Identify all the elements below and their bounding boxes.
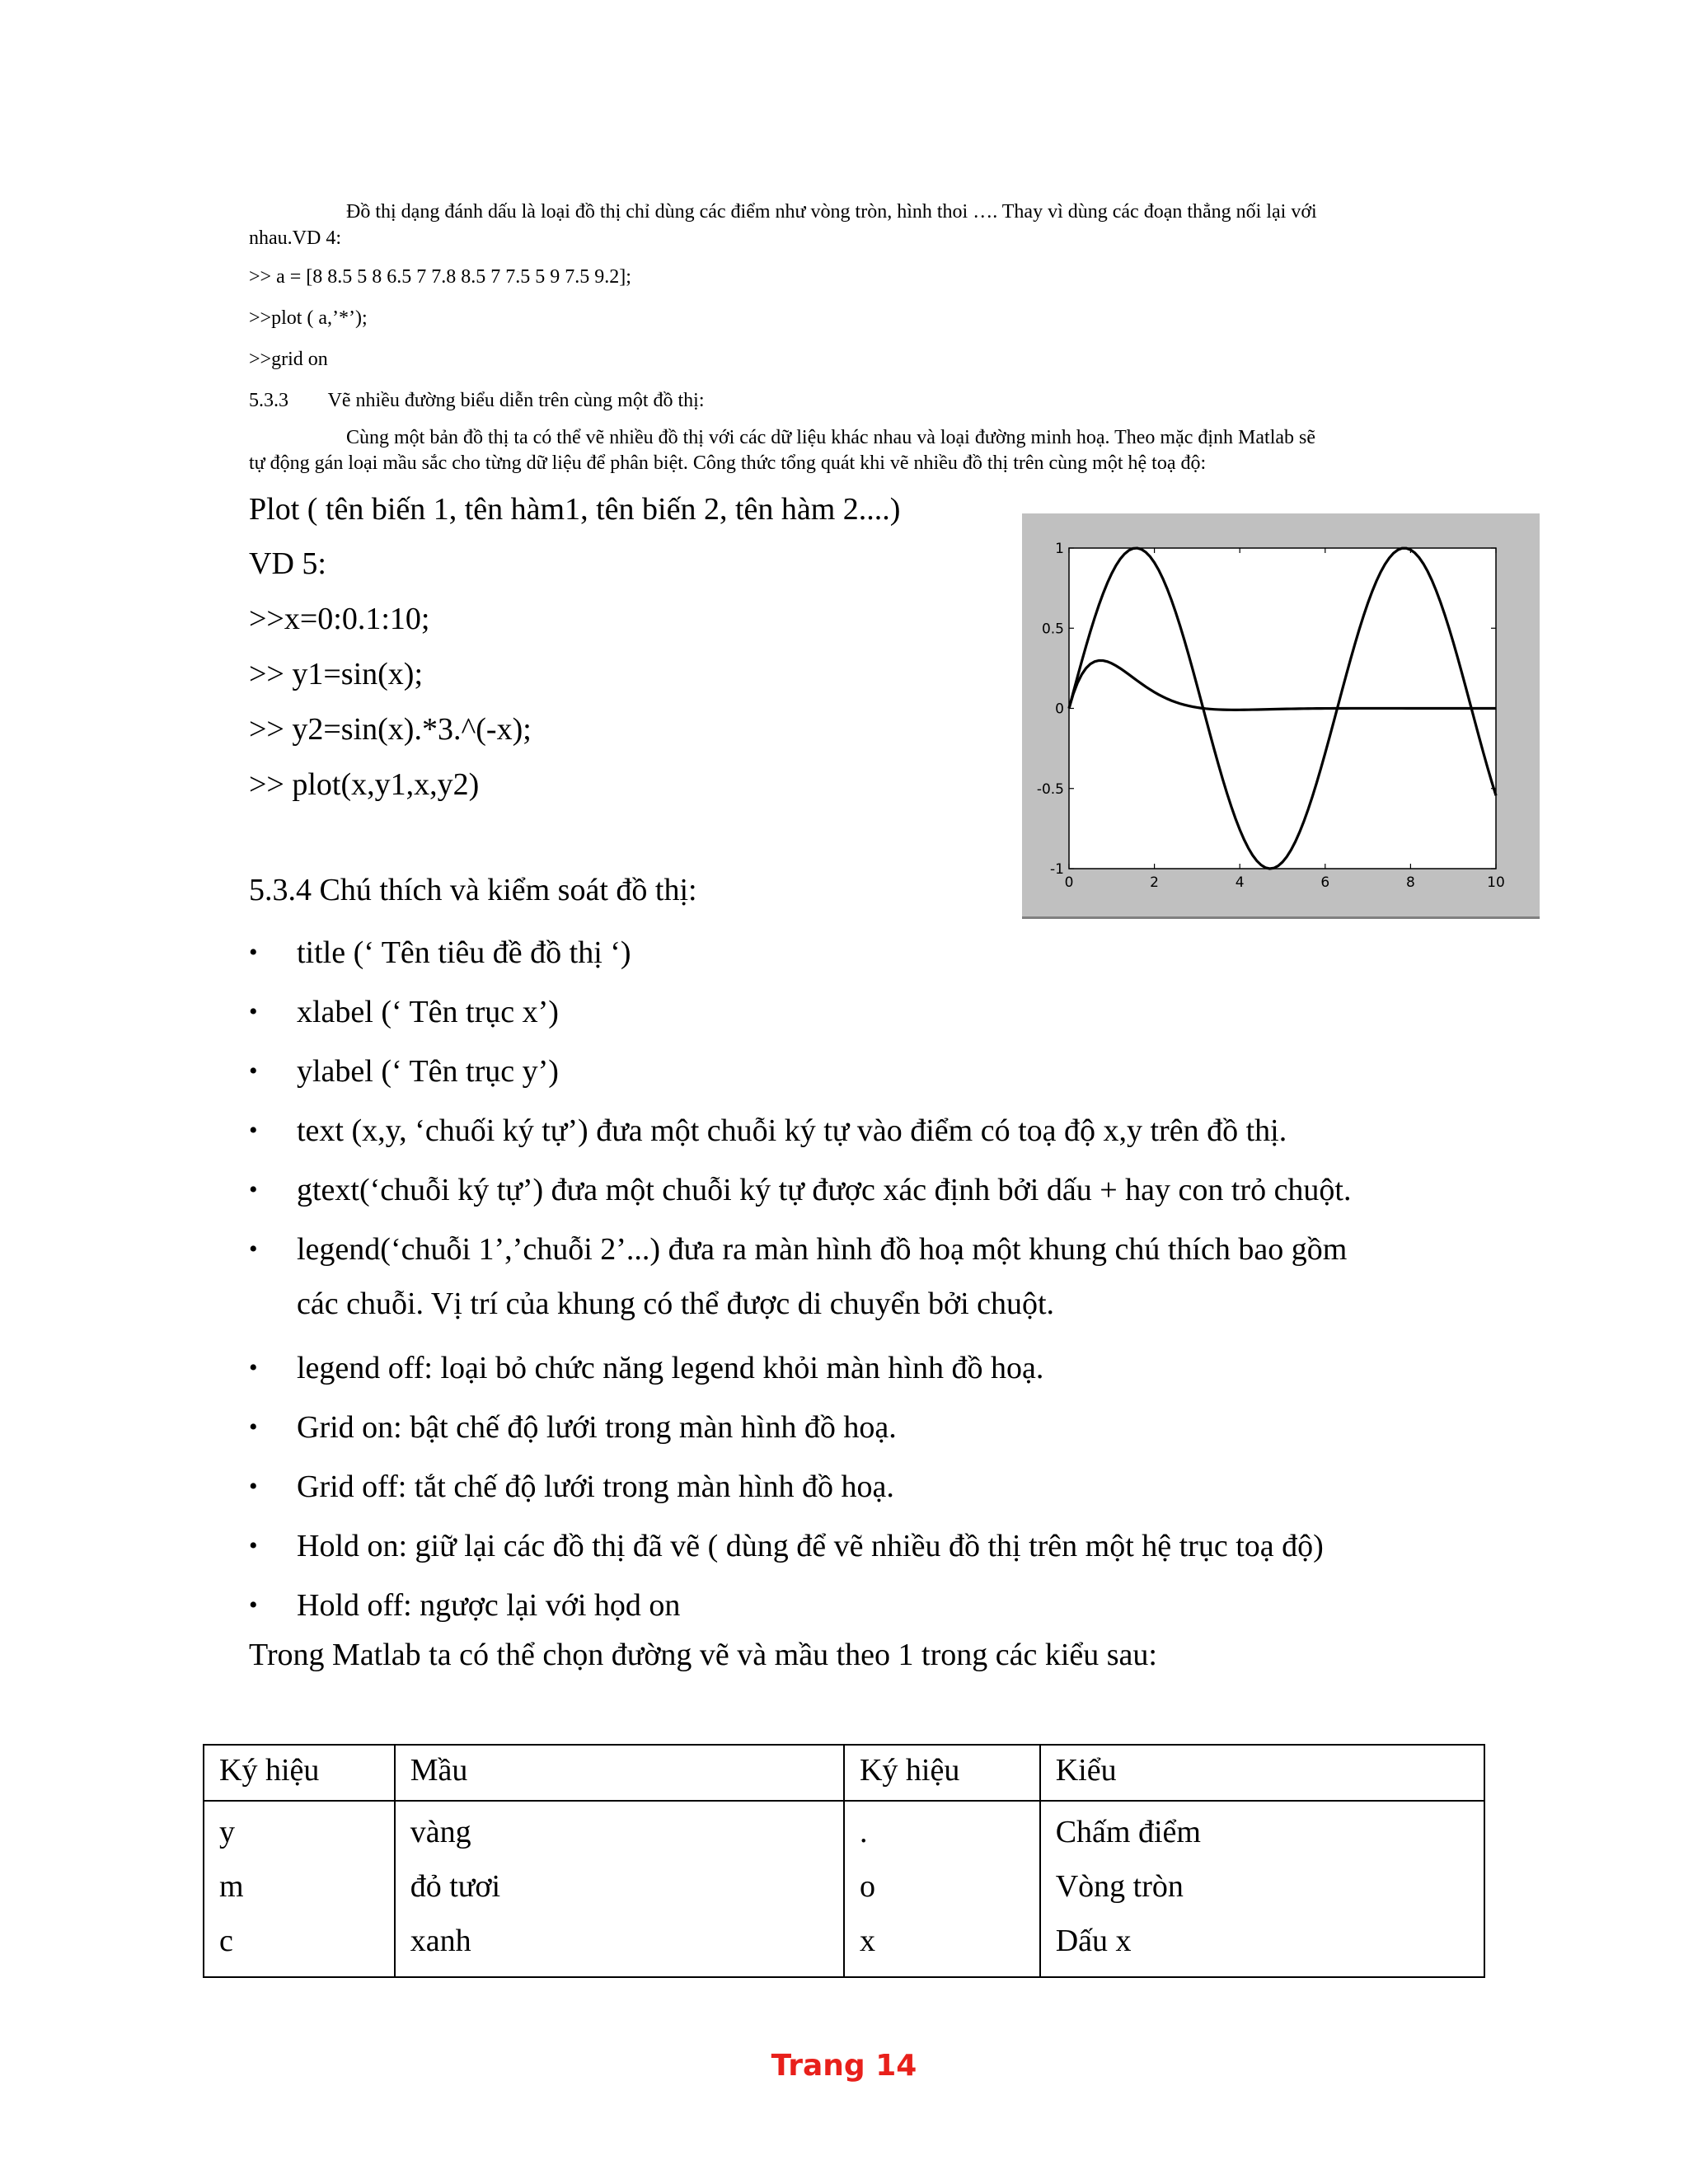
bullet-text: Grid off: tắt chế độ lưới trong màn hình đồ hoạ. <box>297 1469 894 1504</box>
chart-bottom-border <box>1022 916 1540 919</box>
bullet-item <box>249 1163 1444 1217</box>
bullet-dot: • <box>249 1413 258 1441</box>
intro-paragraph-line1: Đồ thị dạng đánh dấu là loại đồ thị chỉ dùng các điểm như vòng tròn, hình thoi …. Thay vì dùng các đoạn thẳng nối lại với <box>346 201 1317 223</box>
table-header-row <box>204 1745 1484 1801</box>
table-cell-symbols <box>204 1801 395 1977</box>
intro-paragraph <box>249 199 1436 225</box>
y-tick-label: 0 <box>1055 701 1064 718</box>
table-cell-value: đỏ tươi <box>410 1869 501 1904</box>
formula-line: Plot ( tên biến 1, tên hàm1, tên biến 2, tên hàm 2....) <box>249 492 901 527</box>
bullet-text: title (‘ Tên tiêu đề đồ thị ‘) <box>297 935 631 970</box>
page-footer: Trang 14 <box>771 2049 917 2083</box>
example-code-y1: >> y1=sin(x); <box>249 657 424 691</box>
y-tick-label: 1 <box>1055 541 1064 557</box>
table-cell-value: Dấu x <box>1055 1924 1132 1958</box>
code-line-a: >> a = [8 8.5 5 8 6.5 7 7.8 8.5 7 7.5 5 9 7.5 9.2]; <box>249 266 631 288</box>
bullet-text: legend(‘chuỗi 1’,’chuỗi 2’...) đưa ra màn hình đồ hoạ một khung chú thích bao gồm <box>297 1232 1348 1267</box>
bullet-item <box>249 1578 1444 1633</box>
x-tick-label: 0 <box>1064 874 1074 891</box>
bullet-dot: • <box>249 1354 258 1381</box>
table-header-cell: Ký hiệu <box>844 1745 1040 1801</box>
x-tick-label: 6 <box>1320 874 1330 891</box>
bullet-item <box>249 985 1444 1039</box>
bullet-dot: • <box>249 1235 258 1263</box>
bullet-text: gtext(‘chuỗi ký tự’) đưa một chuỗi ký tự được xác định bởi dấu + hay con trỏ chuột. <box>297 1173 1352 1207</box>
table-body-row <box>204 1801 1484 1977</box>
bullet-text: text (x,y, ‘chuối ký tự’) đưa một chuỗi ký tự vào điểm có toạ độ x,y trên đồ thị. <box>297 1113 1287 1148</box>
closing-line: Trong Matlab ta có thể chọn đường vẽ và mầu theo 1 trong các kiểu sau: <box>249 1638 1157 1672</box>
bullet-text: ylabel (‘ Tên trục y’) <box>297 1054 559 1089</box>
bullet-item <box>249 1460 1444 1514</box>
bullet-dot: • <box>249 1117 258 1144</box>
table-header-cell: Kiểu <box>1040 1745 1484 1801</box>
bullet-item <box>249 926 1444 980</box>
y-tick-label: -1 <box>1050 861 1064 878</box>
example-code-x: >>x=0:0.1:10; <box>249 602 430 636</box>
bullet-dot: • <box>249 1057 258 1085</box>
bullet-dot: • <box>249 998 258 1025</box>
table-cell-markers <box>844 1801 1040 1977</box>
table-cell-value: o <box>859 1869 875 1904</box>
table-cell-value: . <box>859 1815 868 1849</box>
code-line-plot: >>plot ( a,’*’); <box>249 307 368 329</box>
bullet-text: Hold on: giữ lại các đồ thị đã vẽ ( dùng để vẽ nhiều đồ thị trên một hệ trục toạ độ) <box>297 1529 1324 1563</box>
bullet-dot: • <box>249 1176 258 1203</box>
table-cell-value: xanh <box>410 1924 471 1958</box>
bullet-dot: • <box>249 1591 258 1619</box>
table-cell-value: y <box>219 1815 235 1849</box>
bullet-text: Grid on: bật chế độ lưới trong màn hình đồ hoạ. <box>297 1410 897 1445</box>
x-tick-label: 10 <box>1487 874 1505 891</box>
table-cell-value: vàng <box>410 1815 471 1849</box>
bullet-item <box>249 1341 1444 1395</box>
table-header-cell: Mầu <box>395 1745 844 1801</box>
example-code-plot: >> plot(x,y1,x,y2) <box>249 767 480 802</box>
table-cell-value: c <box>219 1924 233 1958</box>
x-tick-label: 8 <box>1405 874 1415 891</box>
table-cell-value: x <box>859 1924 875 1958</box>
bullet-dot: • <box>249 939 258 966</box>
table-cell-value: m <box>219 1869 244 1904</box>
table-header-cell: Ký hiệu <box>204 1745 395 1801</box>
section-533-line2: tự động gán loại mầu sắc cho từng dữ liệu để phân biệt. Công thức tổng quát khi vẽ nhiều đồ thị trên cùng một hệ toạ độ: <box>249 452 1207 474</box>
code-line-grid: >>grid on <box>249 349 328 370</box>
section-534-heading: 5.3.4 Chú thích và kiểm soát đồ thị: <box>249 873 697 907</box>
symbol-table <box>203 1744 1485 1978</box>
y-tick-label: 0.5 <box>1041 621 1064 638</box>
bullet-item <box>249 1104 1444 1158</box>
bullet-text: Hold off: ngược lại với họd on <box>297 1588 681 1623</box>
x-tick-label: 4 <box>1235 874 1245 891</box>
bullet-item <box>249 1222 1444 1331</box>
bullet-dot: • <box>249 1532 258 1559</box>
bullet-item <box>249 1400 1444 1455</box>
table-cell-value: Chấm điểm <box>1055 1815 1201 1849</box>
bullet-item <box>249 1044 1444 1099</box>
section-533-line1: Cùng một bản đồ thị ta có thể vẽ nhiều đồ thị với các dữ liệu khác nhau và loại đường minh hoạ. Theo mặc định Matlab sẽ <box>346 427 1316 448</box>
bullet-dot: • <box>249 1473 258 1500</box>
bullet-text: legend off: loại bỏ chức năng legend khỏi màn hình đồ hoạ. <box>297 1351 1044 1385</box>
table-cell-styles <box>1040 1801 1484 1977</box>
bullet-text-continuation: các chuỗi. Vị trí của khung có thể được di chuyển bởi chuột. <box>297 1286 1055 1321</box>
intro-paragraph-line2: nhau.VD 4: <box>249 227 341 249</box>
bullet-item <box>249 1519 1444 1573</box>
example-label: VD 5: <box>249 546 326 581</box>
table-cell-value: Vòng tròn <box>1055 1869 1184 1904</box>
matlab-line-chart <box>1022 513 1540 919</box>
bullet-text: xlabel (‘ Tên trục x’) <box>297 995 559 1029</box>
y-tick-label: -0.5 <box>1036 780 1064 798</box>
table-cell-colors <box>395 1801 844 1977</box>
x-tick-label: 2 <box>1150 874 1160 891</box>
section-533-heading: 5.3.3 Vẽ nhiều đường biểu diễn trên cùng một đồ thị: <box>249 390 705 411</box>
example-code-y2: >> y2=sin(x).*3.^(-x); <box>249 712 532 747</box>
